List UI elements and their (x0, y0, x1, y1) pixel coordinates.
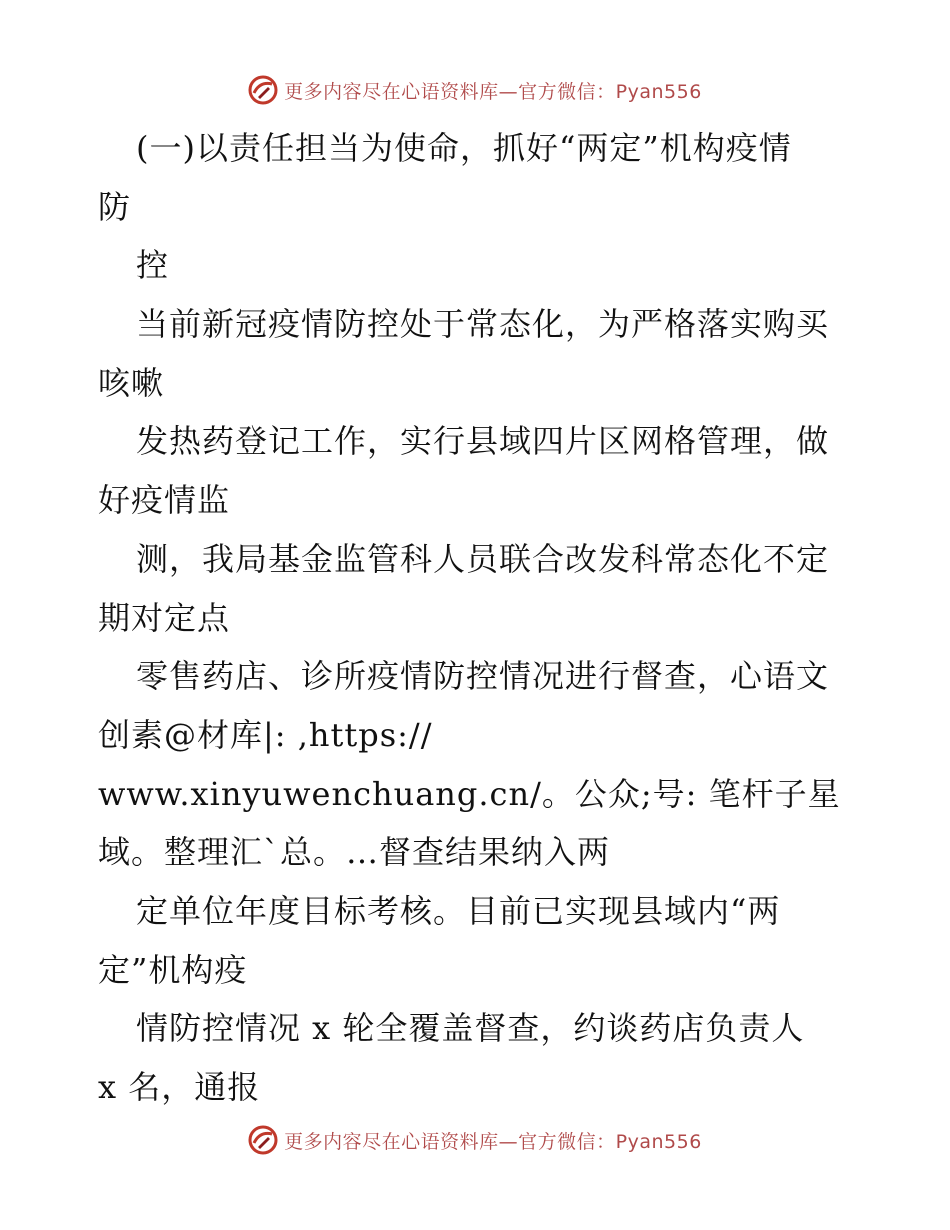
text-line: www.xinyuwenchuang.cn/。公众;号: 笔杆子星 (98, 774, 841, 813)
red-swirl-pen-logo-icon (248, 1125, 278, 1155)
text-line: 创素@材库|: ,https:// (98, 715, 433, 754)
footer-watermark-banner (0, 1120, 950, 1160)
document-body (98, 119, 858, 1117)
banner-text: 更多内容尽在心语资料库—官方微信：Pyan556 (284, 1130, 702, 1153)
text-line: 当前新冠疫情防控处于常态化，为严格落实购买 (136, 305, 830, 344)
text-line: 零售药店、诊所疫情防控情况进行督查，心语文 (136, 657, 830, 696)
text-line: 定单位年度目标考核。目前已实现县域内“两 (136, 891, 781, 930)
text-line: 控 (136, 246, 170, 285)
text-line: 域。整理汇`总。…督查结果纳入两 (98, 833, 611, 872)
text-line: 发热药登记工作，实行县域四片区网格管理，做 (136, 422, 830, 461)
red-swirl-pen-logo-icon (248, 75, 278, 105)
text-line: x 名，通报 (98, 1068, 261, 1106)
text-line: 好疫情监 (98, 481, 231, 520)
text-line: 定”机构疫 (98, 950, 248, 989)
text-line: 情防控情况 x 轮全覆盖督查，约谈药店负责人 (136, 1009, 805, 1048)
text-line: 防 (98, 187, 132, 226)
text-line: (一)以责任担当为使命，抓好“两定”机构疫情 (136, 129, 792, 167)
text-line: 测，我局基金监管科人员联合改发科常态化不定 (136, 539, 830, 578)
banner-text: 更多内容尽在心语资料库—官方微信：Pyan556 (284, 80, 702, 103)
header-watermark-banner (0, 70, 950, 110)
text-line: 咳嗽 (98, 363, 165, 402)
text-line: 期对定点 (98, 598, 231, 637)
